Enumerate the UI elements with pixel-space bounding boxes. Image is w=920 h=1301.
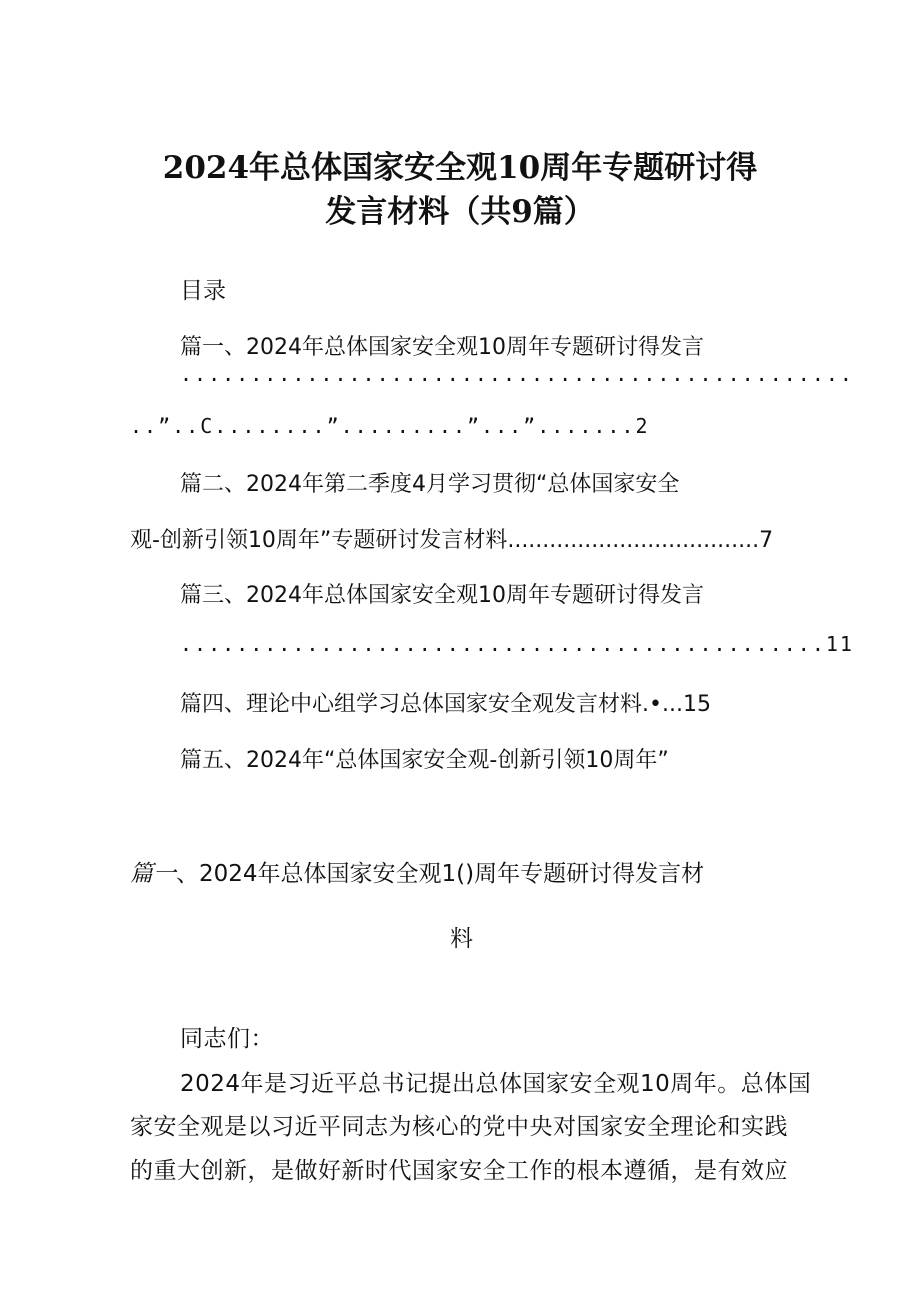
toc-entry-1-leader: ................................................ [180, 362, 854, 386]
document-title-line-1: 2024年总体国家安全观10周年专题研讨得 [162, 150, 758, 186]
toc-entry-2-cont[interactable]: 观-创新引领10周年”专题研讨发言材料....................................7 [130, 528, 774, 553]
salutation: 同志们： [180, 1026, 274, 1052]
toc-entry-3[interactable]: 篇三、2024年总体国家安全观10周年专题研讨得发言 [180, 583, 704, 608]
section-heading-prefix: 篇一 [130, 861, 176, 887]
toc-entry-3-leader: ..............................................11 [180, 632, 854, 656]
paragraph-line-1: 2024年是习近平总书记提出总体国家安全观10周年。总体国 [180, 1071, 812, 1097]
toc-entry-5[interactable]: 篇五、2024年“总体国家安全观-创新引领10周年” [180, 748, 669, 773]
document-title-line-2: 发言材料（共9篇） [325, 194, 595, 230]
paragraph-line-3: 的重大创新，是做好新时代国家安全工作的根本遵循，是有效应 [130, 1158, 788, 1184]
section-heading-main: 、2024年总体国家安全观1()周年专题研讨得发言材 [176, 861, 705, 887]
toc-heading: 目录 [180, 278, 226, 304]
toc-entry-2[interactable]: 篇二、2024年第二季度4月学习贯彻“总体国家安全 [180, 472, 680, 497]
toc-entry-1[interactable]: 篇一、2024年总体国家安全观10周年专题研讨得发言 [180, 335, 704, 360]
section-heading [130, 855, 704, 888]
paragraph-line-2: 家安全观是以习近平同志为核心的党中央对国家安全理论和实践 [130, 1114, 788, 1140]
toc-entry-4[interactable]: 篇四、理论中心组学习总体国家安全观发言材料.•...15 [180, 692, 711, 717]
toc-entry-1-page-line: ..”..C........”.........”...”.......2 [130, 414, 650, 438]
section-heading-cont: 料 [450, 926, 473, 952]
